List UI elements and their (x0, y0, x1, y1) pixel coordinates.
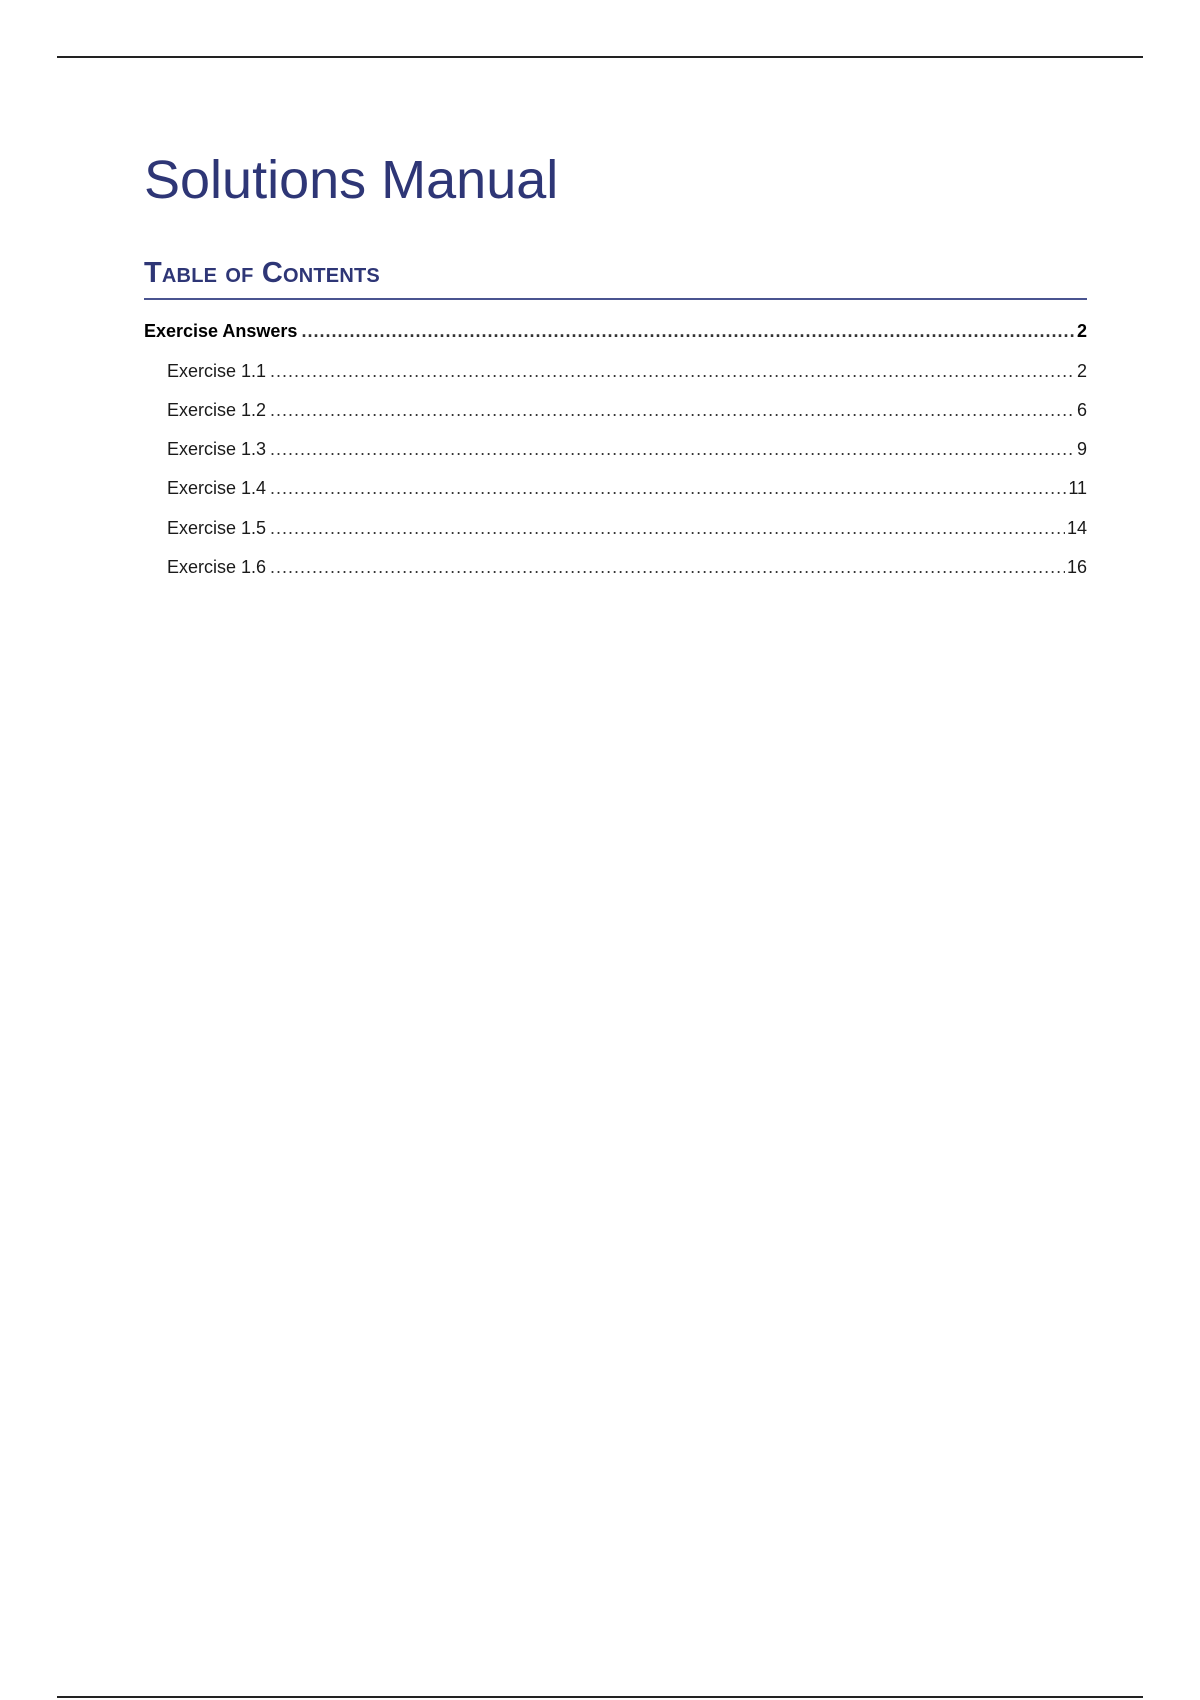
toc-entry-page: 6 (1076, 400, 1087, 420)
toc-entry-exercise-1-5[interactable] (167, 515, 1087, 541)
page-bottom-rule (57, 1696, 1143, 1698)
toc-entry-label: Exercise Answers (144, 321, 298, 341)
toc-entry-label: Exercise 1.3 (167, 439, 267, 459)
toc-dot-leader (301, 318, 1075, 344)
toc-entry-page: 14 (1066, 518, 1087, 538)
toc-entry-label: Exercise 1.2 (167, 400, 267, 420)
toc-dot-leader (270, 515, 1065, 541)
toc-entry-label: Exercise 1.6 (167, 557, 267, 577)
toc-dot-leader (270, 436, 1075, 462)
toc-entry-page: 2 (1076, 321, 1087, 341)
toc-dot-leader (270, 475, 1066, 501)
toc-entry-page: 9 (1076, 439, 1087, 459)
toc-entry-exercise-1-3[interactable] (167, 436, 1087, 462)
document-title: Solutions Manual (144, 150, 559, 210)
toc-entry-exercise-1-2[interactable] (167, 397, 1087, 423)
toc-entry-page: 16 (1066, 557, 1087, 577)
toc-entry-exercise-1-6[interactable] (167, 554, 1087, 580)
toc-dot-leader (270, 358, 1075, 384)
toc-entry-label: Exercise 1.4 (167, 478, 267, 498)
toc-entry-label: Exercise 1.1 (167, 361, 267, 381)
toc-entry-exercise-1-4[interactable] (167, 475, 1087, 501)
toc-heading: Table of Contents (144, 255, 1087, 300)
toc-entry-exercise-1-1[interactable] (167, 358, 1087, 384)
toc-dot-leader (270, 397, 1075, 423)
toc-entry-exercise-answers[interactable] (144, 318, 1087, 344)
toc-entry-page: 11 (1068, 478, 1087, 498)
toc-entry-page: 2 (1076, 361, 1087, 381)
toc-dot-leader (270, 554, 1065, 580)
page-top-rule (57, 56, 1143, 58)
toc-entry-label: Exercise 1.5 (167, 518, 267, 538)
